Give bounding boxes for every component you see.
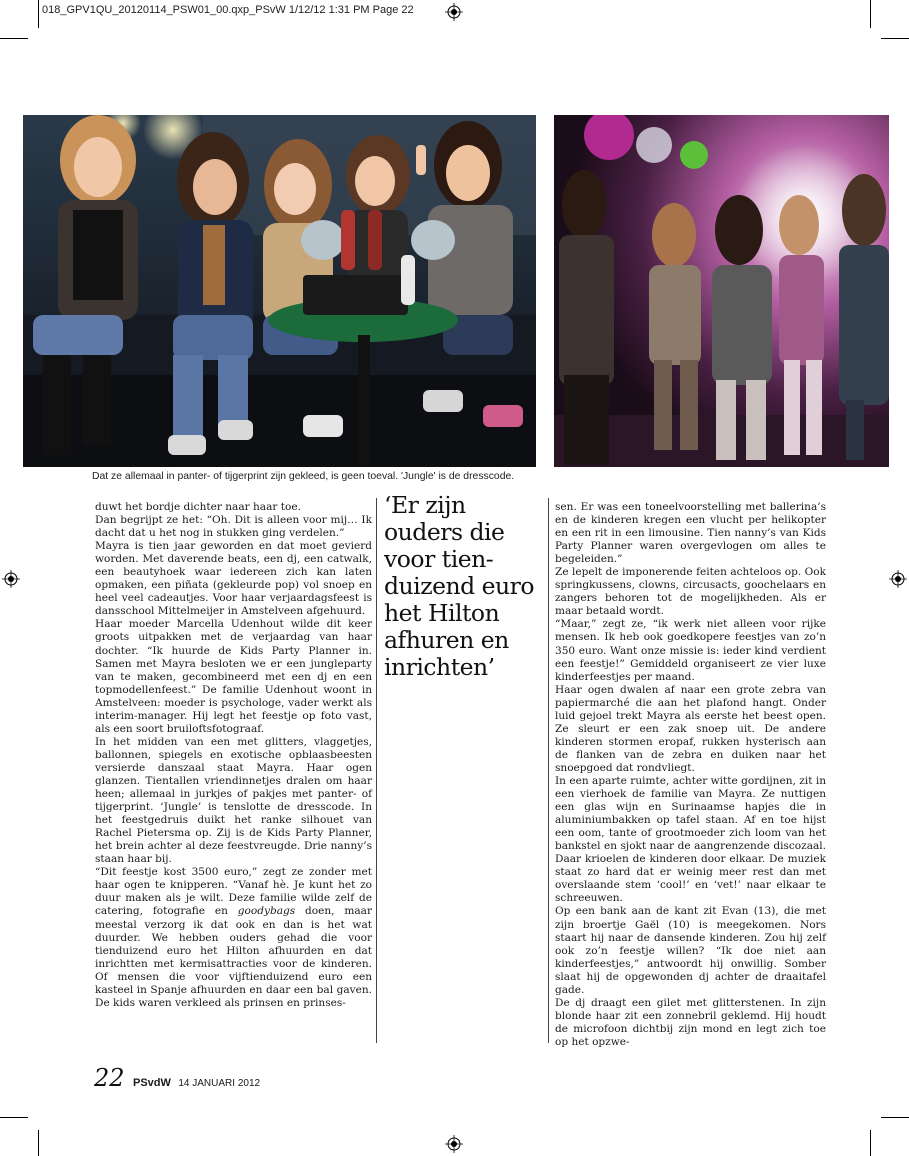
- registration-mark-icon: [889, 570, 907, 588]
- registration-mark-icon: [445, 3, 463, 21]
- file-slug: 018_GPV1QU_20120114_PSW01_00.qxp_PSvW 1/12/12 1:31 PM Page 22: [42, 4, 414, 16]
- paragraph: Ze lepelt de imponerende feiten achteloos op. Ook springkussens, clowns, circusacts, goochelaars en zangers behoren tot de mogelijkheden. Als er maar betaald wordt.: [555, 566, 826, 618]
- publication-name: PSvdW: [133, 1077, 171, 1089]
- paragraph: “Dit feestje kost 3500 euro,” zegt ze zonder met haar ogen te knipperen. “Vanaf hè. Je kunt het zo duur maken als je wilt. Deze familie wilde zelf de catering, fotografie en goodybags doen, maar meestal verzorg ik dat ook en dan is het wat duurder. We hebben ouders gehad die voor tienduizend euro het Hilton afhuurden en dat inrichtten met kermisattracties voor de kinderen. Of mensen die voor vijftienduizend euro een kasteel in Spanje afhuurden en daar een bal gaven. De kids waren verkleed als prinsen en prinses-: [95, 866, 372, 1009]
- photo-dance-illustration: [554, 115, 889, 467]
- page-number: 22: [94, 1064, 125, 1092]
- registration-mark-icon: [445, 1135, 463, 1153]
- article-column-1: [95, 501, 372, 1010]
- column-rule: [548, 498, 549, 1043]
- paragraph: Op een bank aan de kant zit Evan (13), die met zijn broertje Gaël (10) is meegekomen. Nors staart hij naar de dansende kinderen. Zou hij zelf ook zo’n feestje willen? “Ik doe niet aan kinderfeestjes,” antwoordt hij onwillig. Somber slaat hij de opgewonden dj achter de draaitafel gade.: [555, 905, 826, 996]
- paragraph: In het midden van een met glitters, vlaggetjes, ballonnen, spiegels en exotische opblaasbeesten versierde danszaal staat Mayra. Haar ogen glanzen. Tientallen vriendinnetjes dralen om haar heen; allemaal in jurkjes of pakjes met panter- of tijgerprint. ‘Jungle’ is tenslotte de dresscode. In het feestgedruis duikt het ranke silhouet van Rachel Pietersma op. Zij is de Kids Party Planner, het brein achter al deze feestvreugde. Drie nanny’s staan haar bij.: [95, 735, 372, 866]
- issue-date: 14 JANUARI 2012: [178, 1078, 261, 1089]
- article-column-3: [555, 501, 826, 1049]
- paragraph: Mayra is tien jaar geworden en dat moet gevierd worden. Met daverende beats, een dj, een catwalk, een beautyhoek waar iedereen zich kan laten opmaken, een piñata (gekleurde pop) vol snoep en heel veel cadeautjes. Voor haar verjaardagsfeest is dansschool Mittelmeijer in Amstelveen afgehuurd.: [95, 540, 372, 618]
- paragraph: In een aparte ruimte, achter witte gordijnen, zit in een vierhoek de familie van Mayra. Ze nuttigen een glas wijn en Surinaamse hapjes die in aluminiumbakken op tafel staan. Af en toe hijst een oom, tante of grootmoeder zich loom van het bankstel en sjokt naar de aangrenzende discozaal. Daar krioelen de kinderen door elkaar. De muziek staat zo hard dat er weinig meer rest dan met overslaande stem ‘cool!’ en ‘vet!’ naar elkaar te schreeuwen.: [555, 774, 826, 905]
- column-rule: [376, 498, 377, 1043]
- photo-girls-on-bench: [23, 115, 536, 467]
- paragraph: De dj draagt een gilet met glitterstenen. In zijn blonde haar zit een zonnebril geklemd. Hij houdt de microfoon dichtbij zijn mond en legt zich toe op het opzwe-: [555, 996, 826, 1048]
- paragraph: sen. Er was een toneelvoorstelling met ballerina’s en de kinderen kregen een vlucht per helikopter en een rit in een limousine. Tien nanny’s van Kids Party Planner waren overgevlogen om alles te begeleiden.”: [555, 501, 826, 566]
- photo-dancing-kids: [554, 115, 889, 467]
- paragraph: duwt het bordje dichter naar haar toe.: [95, 501, 301, 513]
- registration-mark-icon: [2, 570, 20, 588]
- paragraph: Haar ogen dwalen af naar een grote zebra van papiermarché die aan het plafond hangt. Onder luid gejoel trekt Mayra als eerste het beest open. Ze sleurt er een zak snoep uit. De andere kinderen stormen eropaf, rukken hysterisch aan de flanken van de zebra en duiken naar het snoepgoed dat rondvliegt.: [555, 683, 826, 774]
- photo-caption: Dat ze allemaal in panter- of tijgerprint zijn gekleed, is geen toeval. 'Jungle' is de dresscode.: [92, 471, 515, 482]
- pull-quote: ‘Er zijn ouders die voor tien-duizend euro het Hilton afhuren en inrichten’: [384, 491, 535, 681]
- page-folio: [94, 1064, 260, 1092]
- paragraph: Dan begrijpt ze het: “Oh. Dit is alleen voor mij… Ik dacht dat u het nog in stukken ging verdelen.”: [95, 514, 372, 540]
- photo-girls-illustration: [23, 115, 536, 467]
- paragraph: Haar moeder Marcella Udenhout wilde dit keer groots uitpakken met de verjaardag van haar dochter. “Ik huurde de Kids Party Planner in. Samen met Mayra besloten we er een jungleparty van te maken, gecombineerd met een dj en een topmodellenfeest.” De familie Udenhout woont in Amstelveen: moeder is psychologe, vader werkt als interim-manager. Hij legt het feestje op foto vast, als een soort bruiloftsfotograaf.: [95, 618, 372, 735]
- paragraph: “Maar,” zegt ze, “ik werk niet alleen voor rijke mensen. Ik heb ook goedkopere feestjes van zo’n 350 euro. Want onze missie is: ieder kind verdient een feestje!” Gemiddeld organiseert ze vier luxe kinderfeestjes per maand.: [555, 618, 826, 683]
